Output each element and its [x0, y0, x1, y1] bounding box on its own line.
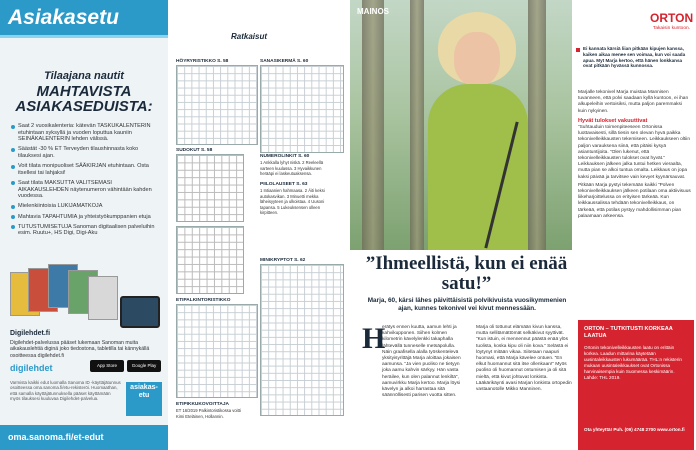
puzzle-label: NUMEROLINKIT S. 60	[260, 154, 310, 159]
advertisement-label: MAINOS	[357, 7, 389, 16]
puzzle-label: SUDOKUT S. 58	[176, 148, 213, 153]
puzzle-label: HÖYRYRISTIKKO S. 58	[176, 59, 229, 64]
drop-cap: H	[362, 322, 386, 355]
subscriber-benefits-ad	[0, 0, 169, 450]
factbox-title: ORTON – TUTKITUSTI KORKEAA LAATUA	[584, 326, 673, 339]
benefit-item: Saat tilata MAKSUTTA VALITSEMASI AIKAKAUSLEHDEN näytenumeron vähintään kahden vuodessa.	[10, 180, 160, 200]
benefit-item: Säästät -30 % ET Terveyden tilaushinnasta koko tilauksesi ajan.	[10, 146, 160, 159]
ad-banner	[0, 0, 168, 38]
orton-tagline: Takaisin kuntoon.	[652, 26, 690, 31]
piilolauseet-answers: 1 Intiaanien hahmaasa. 2 Äiti keksi autokasvikan. 3 Minuetti mekka läheisyyteen ja ulkoistaa. 4 Uusoni tapansa. 5 Lukeuksensen olleen kirpitteen.	[260, 188, 325, 216]
benefits-list	[10, 123, 160, 240]
article-column-3	[578, 90, 692, 222]
benefit-item: Mielenkiintoisia LUKIJAMATKOJA	[10, 203, 160, 210]
ad-headline-intro: Tilaajana nautit	[44, 70, 124, 82]
arrow-crossword-solution	[176, 65, 258, 145]
digilehdet-heading: Digilehdet.fi	[10, 330, 51, 337]
puzzle-label: PIILOLAUSEET S. 63	[260, 182, 308, 187]
woman-walking-photo	[350, 0, 572, 250]
orton-quality-factbox	[578, 320, 694, 450]
asiakasetu-badge: asiakas-etu	[126, 382, 162, 416]
winner-text: ET 16/2019 Palkintoristikossa voitti Kimi Eteläinen, Hollannin.	[176, 408, 241, 419]
minicrypto-solution	[260, 264, 344, 416]
article-lead: Marja, 60, kärsi lähes päivittäisistä polvikivuista vuosikymmenien ajan, kunnes tekonivel vei kivut mennessään.	[367, 297, 567, 312]
word-cluster-solution	[260, 65, 344, 153]
factbox-contact: Ota yhteyttä! Puh. (09) 4748 2700 www.orton.fi	[584, 427, 685, 432]
column-3-subheading: Hyvät tulokset vakuuttivat	[578, 117, 648, 124]
numerolinkit-answers: 1 Ankkalla lyhyt niskä. 2 Reeleellä varteen kuulassa. 3 Hyvaikkunen herääpi ei laskeutuaksensa.	[260, 160, 324, 177]
column-3-paragraph: ”Suhtauduin toimenpiteeseen Ortonissa luottavaisesti, sillä tiesin sen olevan hyvä paikka tekonivelleikkausten tekemiseen. Leikkaukseen oltiin paljon varauksena siinä, että pitäisi kysyä asiantuntijoita. ”Olen lukenut, että tekonivelleikkausten tulokset ovat hyvät.” Leikkauksen jälkeen jalka tuntui hetken vieraalta, mutta pian se alkoi tuntua omalta. Leikkaus on jopa kaksi päivää ja tarvitsee vain kevyet kyynärsauvat.	[578, 125, 690, 180]
magazine-covers-image	[10, 262, 115, 324]
caption-marker-icon	[576, 48, 580, 52]
tablet-image	[120, 296, 160, 328]
google-play-badge: Google Play	[127, 360, 161, 372]
tree-trunk	[410, 0, 424, 250]
column-3-paragraph: Pitkään Marja pystyi tekemään kaikki ”Polven tekonivelleikkauksen jälkeen potilaan oma aktiivisuus liikeharjoittelussa on erityisen tärkeää. Kun leikkaussalissa tehdään tekonivelleikkaus, on tärkeää, että potilas pystyy mahdollisimman pian palaamaan arkeensa.	[578, 182, 691, 219]
photo-caption-box	[576, 46, 692, 86]
sudoku-solution	[176, 226, 244, 294]
magazine-cover	[88, 276, 118, 320]
tree-trunk	[528, 0, 546, 250]
article-headline: ”Ihmeellistä, kun ei enää satu!”	[365, 253, 568, 294]
benefit-item: Mahtavia TAPAHTUMIA ja yhteistyökumppanien etuja	[10, 214, 160, 221]
ad-url-bar	[0, 425, 168, 450]
prize-crossword-solution	[176, 304, 258, 398]
tree-trunk	[362, 0, 384, 250]
ad-title: Asiakasetu	[8, 6, 119, 29]
woman-face	[454, 32, 500, 86]
app-store-badge: App Store	[90, 360, 124, 372]
puzzle-label: SANASIKERMÄ S. 60	[260, 59, 309, 64]
ad-headline-main: MAHTAVISTA ASIAKASEDUISTA:	[15, 83, 153, 115]
fine-print: Varmista kaikki edut luomalla Sanoma ID -käyttäjätunnus osoitteessa oma.sanoma.fi/etu-rekisteröi. Huomaathan, että samalla käyttäjätunnuksella pääset käyttämään myös tilauksesi kuuluvaa Digilehdet-palvelua.	[10, 380, 121, 402]
puzzle-label: MINIKRYPTOT S. 62	[260, 258, 306, 263]
ad-url: oma.sanoma.fi/et-edut	[8, 432, 104, 442]
digilehdet-text: Digilehdet-palvelussa pääset lukemaan Sanoman muita aikakauslehtiä diginä joko tiedostona, tabletilla tai kännykällä osoitteessa digilehdet.fi	[10, 340, 150, 359]
photo-caption: Ei kannata kärsiä liian pitkään kipujen kanssa, kaiken aikaa menee sen voimaa, kun voi saada apua. Myt Marja kertoo, että hänen lonkkansa ovat pitkään hyvässä kunnossa.	[583, 46, 686, 69]
puzzle-label: ETIPALKINTORISTIKKO	[176, 298, 231, 303]
factbox-body: Ortonin tekonivelleikkausten laatu on erittäin korkea. Laadun mittarina käytetään uusintaleikkausten lukumäärää. THL:n rekisterin mukaan uusintaleikkaukset ovat Ortonissa harvinaisempia kuin Suomessa keskimäärin. Lähde: THL 2019.	[584, 345, 682, 380]
banner-stripe	[0, 35, 168, 38]
woman-jacket	[428, 84, 528, 250]
digilehdet-logo: digilehdet	[10, 363, 53, 373]
article-page	[350, 0, 696, 450]
puzzle-solutions-page	[168, 0, 350, 450]
sudoku-solution	[176, 154, 244, 222]
column-3-paragraph: Marjalle tekonivel Marja muistaa Mannisen tuvanneen, että polvi saadaan kyllä kuntoon, ei ihan alkupeleihin vertoisiksi, mutta paljon paremmaksi kuin nykyinen.	[578, 90, 689, 114]
article-column-1: erätys ennen kuutta, aamun lehti ja kahvikupponen. Siihen kolmen kilometrin kävelylenkki takaphalla lähtevällä tunneselle metsäpolulla. Näin graafisella alalla työskentelevä yksityisyrittäjä Marja aloittaa jokaisen aamunsa. ”Ja vien puoliso ne tietyyn joka aamu kahvin särkyy. Hän vasta heräilee, kun olen palannut lenkiltä”, aamuvirkku Marja kertoo. Marja löysi kävelyn ja alkoi harrastaa sitä säännöllisesti parisen vuotta sitten.	[382, 325, 461, 399]
solutions-title: Ratkaisut	[231, 32, 268, 41]
benefit-item: TUTUSTUMISETUJA Sanoman digitaalisen palveluihin esim. Ruutu+, HS Digi, Digi-Aku	[10, 224, 160, 237]
orton-logo: ORTON	[650, 11, 694, 25]
puzzle-label: ETIPIKKUKOVOITTAJA	[176, 402, 229, 407]
article-column-2: Marja oli tottunut elämään kivun kanssa, mutta sellitämättömät selkäkivut syyttivät. ”Kun istuin, ei mennennut päästä enää ylös tuolista, koska kipu oli niin kova.” Selästä ei löytynyt mitään vikaa. Siitetaan naapuri huomasi, että Marja kävelee ontuen. ”En elkut huomannut sitä itse ollenkaan!” Myös puoliso oli huomannut ontumisen ja oli sitä mieltä, että kivut johtuvat lonkista. Lääkärikäynti avasi Marjan lonkista ortopedin vastaanotolle Mikko Manninen.	[476, 325, 572, 393]
benefit-item: Saat 2 vuosikalenteria: kätevän TASKUKALENTERIN etuhintaan syksyllä ja vuoden loputtua kauniin SEINÄKALENTERIN lehden välissä.	[10, 123, 160, 143]
benefit-item: Voit tilata monipuoliset SÄÄKIRJAN etuhintaan. Ostа itsellesi tai lahjaksi!	[10, 163, 160, 176]
